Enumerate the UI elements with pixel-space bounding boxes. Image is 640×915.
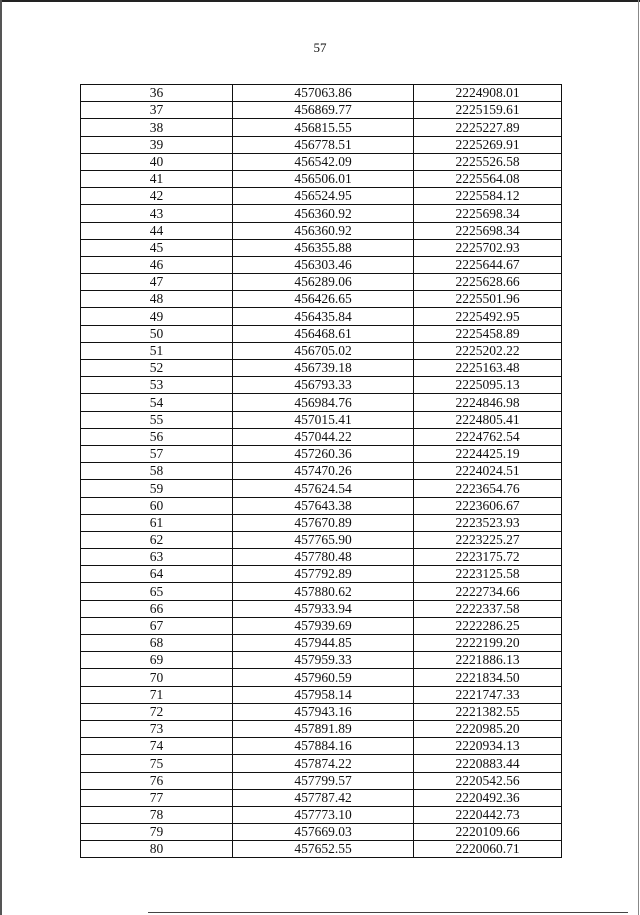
y-coordinate-cell: 2225644.67 xyxy=(414,256,562,273)
y-coordinate-cell: 2221747.33 xyxy=(414,686,562,703)
point-number-cell: 76 xyxy=(81,772,233,789)
x-coordinate-cell: 457880.62 xyxy=(233,583,414,600)
table-row xyxy=(81,480,562,497)
table-row xyxy=(81,720,562,737)
point-number-cell: 62 xyxy=(81,531,233,548)
coordinates-table-body xyxy=(81,85,562,858)
point-number-cell: 48 xyxy=(81,291,233,308)
x-coordinate-cell: 457643.38 xyxy=(233,497,414,514)
point-number-cell: 53 xyxy=(81,377,233,394)
y-coordinate-cell: 2225492.95 xyxy=(414,308,562,325)
y-coordinate-cell: 2225501.96 xyxy=(414,291,562,308)
table-row xyxy=(81,824,562,841)
point-number-cell: 41 xyxy=(81,170,233,187)
point-number-cell: 69 xyxy=(81,652,233,669)
y-coordinate-cell: 2223225.27 xyxy=(414,531,562,548)
table-row xyxy=(81,85,562,102)
table-row xyxy=(81,549,562,566)
point-number-cell: 49 xyxy=(81,308,233,325)
x-coordinate-cell: 456426.65 xyxy=(233,291,414,308)
x-coordinate-cell: 457958.14 xyxy=(233,686,414,703)
y-coordinate-cell: 2222199.20 xyxy=(414,635,562,652)
table-row xyxy=(81,445,562,462)
point-number-cell: 65 xyxy=(81,583,233,600)
y-coordinate-cell: 2220060.71 xyxy=(414,841,562,858)
point-number-cell: 67 xyxy=(81,617,233,634)
table-row xyxy=(81,755,562,772)
table-row xyxy=(81,738,562,755)
table-row xyxy=(81,841,562,858)
y-coordinate-cell: 2220934.13 xyxy=(414,738,562,755)
y-coordinate-cell: 2223125.58 xyxy=(414,566,562,583)
table-row xyxy=(81,635,562,652)
point-number-cell: 55 xyxy=(81,411,233,428)
y-coordinate-cell: 2225526.58 xyxy=(414,153,562,170)
x-coordinate-cell: 456869.77 xyxy=(233,102,414,119)
y-coordinate-cell: 2225227.89 xyxy=(414,119,562,136)
y-coordinate-cell: 2225269.91 xyxy=(414,136,562,153)
point-number-cell: 70 xyxy=(81,669,233,686)
x-coordinate-cell: 456303.46 xyxy=(233,256,414,273)
x-coordinate-cell: 456468.61 xyxy=(233,325,414,342)
y-coordinate-cell: 2222734.66 xyxy=(414,583,562,600)
x-coordinate-cell: 457624.54 xyxy=(233,480,414,497)
page-number: 57 xyxy=(313,40,327,55)
y-coordinate-cell: 2221834.50 xyxy=(414,669,562,686)
point-number-cell: 80 xyxy=(81,841,233,858)
table-row xyxy=(81,772,562,789)
y-coordinate-cell: 2225202.22 xyxy=(414,342,562,359)
y-coordinate-cell: 2225698.34 xyxy=(414,205,562,222)
x-coordinate-cell: 457470.26 xyxy=(233,463,414,480)
point-number-cell: 75 xyxy=(81,755,233,772)
table-row xyxy=(81,669,562,686)
table-row xyxy=(81,411,562,428)
x-coordinate-cell: 457944.85 xyxy=(233,635,414,652)
y-coordinate-cell: 2222286.25 xyxy=(414,617,562,634)
x-coordinate-cell: 456984.76 xyxy=(233,394,414,411)
table-row xyxy=(81,583,562,600)
y-coordinate-cell: 2223606.67 xyxy=(414,497,562,514)
table-row xyxy=(81,394,562,411)
table-row xyxy=(81,497,562,514)
x-coordinate-cell: 457891.89 xyxy=(233,720,414,737)
table-row xyxy=(81,256,562,273)
point-number-cell: 46 xyxy=(81,256,233,273)
table-row xyxy=(81,153,562,170)
table-row xyxy=(81,291,562,308)
footer-line xyxy=(148,912,628,913)
table-row xyxy=(81,325,562,342)
x-coordinate-cell: 456793.33 xyxy=(233,377,414,394)
coordinates-table xyxy=(80,84,562,858)
y-coordinate-cell: 2220492.36 xyxy=(414,789,562,806)
page-edge-left xyxy=(0,0,2,915)
x-coordinate-cell: 457960.59 xyxy=(233,669,414,686)
y-coordinate-cell: 2225584.12 xyxy=(414,188,562,205)
x-coordinate-cell: 456360.92 xyxy=(233,222,414,239)
x-coordinate-cell: 457063.86 xyxy=(233,85,414,102)
point-number-cell: 40 xyxy=(81,153,233,170)
y-coordinate-cell: 2225095.13 xyxy=(414,377,562,394)
x-coordinate-cell: 457765.90 xyxy=(233,531,414,548)
x-coordinate-cell: 456435.84 xyxy=(233,308,414,325)
y-coordinate-cell: 2225628.66 xyxy=(414,274,562,291)
point-number-cell: 72 xyxy=(81,703,233,720)
point-number-cell: 74 xyxy=(81,738,233,755)
point-number-cell: 63 xyxy=(81,549,233,566)
y-coordinate-cell: 2222337.58 xyxy=(414,600,562,617)
y-coordinate-cell: 2224425.19 xyxy=(414,445,562,462)
point-number-cell: 68 xyxy=(81,635,233,652)
y-coordinate-cell: 2224908.01 xyxy=(414,85,562,102)
table-row xyxy=(81,222,562,239)
point-number-cell: 56 xyxy=(81,428,233,445)
x-coordinate-cell: 456778.51 xyxy=(233,136,414,153)
x-coordinate-cell: 456289.06 xyxy=(233,274,414,291)
table-row xyxy=(81,360,562,377)
y-coordinate-cell: 2220542.56 xyxy=(414,772,562,789)
y-coordinate-cell: 2225458.89 xyxy=(414,325,562,342)
point-number-cell: 47 xyxy=(81,274,233,291)
point-number-cell: 61 xyxy=(81,514,233,531)
x-coordinate-cell: 456815.55 xyxy=(233,119,414,136)
y-coordinate-cell: 2220883.44 xyxy=(414,755,562,772)
point-number-cell: 64 xyxy=(81,566,233,583)
point-number-cell: 58 xyxy=(81,463,233,480)
point-number-cell: 45 xyxy=(81,239,233,256)
point-number-cell: 54 xyxy=(81,394,233,411)
y-coordinate-cell: 2224846.98 xyxy=(414,394,562,411)
point-number-cell: 38 xyxy=(81,119,233,136)
point-number-cell: 57 xyxy=(81,445,233,462)
point-number-cell: 43 xyxy=(81,205,233,222)
y-coordinate-cell: 2225702.93 xyxy=(414,239,562,256)
x-coordinate-cell: 456524.95 xyxy=(233,188,414,205)
point-number-cell: 39 xyxy=(81,136,233,153)
point-number-cell: 73 xyxy=(81,720,233,737)
table-row xyxy=(81,514,562,531)
point-number-cell: 37 xyxy=(81,102,233,119)
x-coordinate-cell: 457787.42 xyxy=(233,789,414,806)
y-coordinate-cell: 2221382.55 xyxy=(414,703,562,720)
y-coordinate-cell: 2225159.61 xyxy=(414,102,562,119)
table-row xyxy=(81,102,562,119)
y-coordinate-cell: 2223175.72 xyxy=(414,549,562,566)
y-coordinate-cell: 2223523.93 xyxy=(414,514,562,531)
table-row xyxy=(81,463,562,480)
x-coordinate-cell: 457015.41 xyxy=(233,411,414,428)
y-coordinate-cell: 2220442.73 xyxy=(414,806,562,823)
x-coordinate-cell: 456542.09 xyxy=(233,153,414,170)
table-row xyxy=(81,274,562,291)
x-coordinate-cell: 457874.22 xyxy=(233,755,414,772)
y-coordinate-cell: 2224805.41 xyxy=(414,411,562,428)
table-row xyxy=(81,428,562,445)
point-number-cell: 51 xyxy=(81,342,233,359)
table-row xyxy=(81,205,562,222)
x-coordinate-cell: 457884.16 xyxy=(233,738,414,755)
table-row xyxy=(81,789,562,806)
x-coordinate-cell: 457792.89 xyxy=(233,566,414,583)
x-coordinate-cell: 457773.10 xyxy=(233,806,414,823)
point-number-cell: 44 xyxy=(81,222,233,239)
point-number-cell: 66 xyxy=(81,600,233,617)
x-coordinate-cell: 457943.16 xyxy=(233,703,414,720)
table-row xyxy=(81,806,562,823)
table-row xyxy=(81,119,562,136)
x-coordinate-cell: 456506.01 xyxy=(233,170,414,187)
x-coordinate-cell: 456705.02 xyxy=(233,342,414,359)
x-coordinate-cell: 457780.48 xyxy=(233,549,414,566)
x-coordinate-cell: 456739.18 xyxy=(233,360,414,377)
y-coordinate-cell: 2221886.13 xyxy=(414,652,562,669)
x-coordinate-cell: 457959.33 xyxy=(233,652,414,669)
y-coordinate-cell: 2220985.20 xyxy=(414,720,562,737)
table-row xyxy=(81,170,562,187)
point-number-cell: 79 xyxy=(81,824,233,841)
y-coordinate-cell: 2225564.08 xyxy=(414,170,562,187)
point-number-cell: 42 xyxy=(81,188,233,205)
y-coordinate-cell: 2223654.76 xyxy=(414,480,562,497)
point-number-cell: 78 xyxy=(81,806,233,823)
page-edge-right xyxy=(638,0,639,915)
table-row xyxy=(81,308,562,325)
x-coordinate-cell: 457260.36 xyxy=(233,445,414,462)
y-coordinate-cell: 2220109.66 xyxy=(414,824,562,841)
point-number-cell: 50 xyxy=(81,325,233,342)
x-coordinate-cell: 457933.94 xyxy=(233,600,414,617)
x-coordinate-cell: 457044.22 xyxy=(233,428,414,445)
table-row xyxy=(81,377,562,394)
point-number-cell: 52 xyxy=(81,360,233,377)
x-coordinate-cell: 456360.92 xyxy=(233,205,414,222)
table-row xyxy=(81,188,562,205)
table-row xyxy=(81,136,562,153)
x-coordinate-cell: 457799.57 xyxy=(233,772,414,789)
table-row xyxy=(81,239,562,256)
x-coordinate-cell: 456355.88 xyxy=(233,239,414,256)
table-row xyxy=(81,566,562,583)
point-number-cell: 60 xyxy=(81,497,233,514)
table-row xyxy=(81,652,562,669)
y-coordinate-cell: 2225698.34 xyxy=(414,222,562,239)
point-number-cell: 59 xyxy=(81,480,233,497)
table-row xyxy=(81,342,562,359)
point-number-cell: 77 xyxy=(81,789,233,806)
x-coordinate-cell: 457670.89 xyxy=(233,514,414,531)
page-edge-top xyxy=(0,0,640,2)
table-row xyxy=(81,600,562,617)
y-coordinate-cell: 2224024.51 xyxy=(414,463,562,480)
x-coordinate-cell: 457652.55 xyxy=(233,841,414,858)
x-coordinate-cell: 457669.03 xyxy=(233,824,414,841)
point-number-cell: 36 xyxy=(81,85,233,102)
y-coordinate-cell: 2224762.54 xyxy=(414,428,562,445)
y-coordinate-cell: 2225163.48 xyxy=(414,360,562,377)
table-row xyxy=(81,531,562,548)
table-row xyxy=(81,686,562,703)
point-number-cell: 71 xyxy=(81,686,233,703)
x-coordinate-cell: 457939.69 xyxy=(233,617,414,634)
table-row xyxy=(81,703,562,720)
table-row xyxy=(81,617,562,634)
